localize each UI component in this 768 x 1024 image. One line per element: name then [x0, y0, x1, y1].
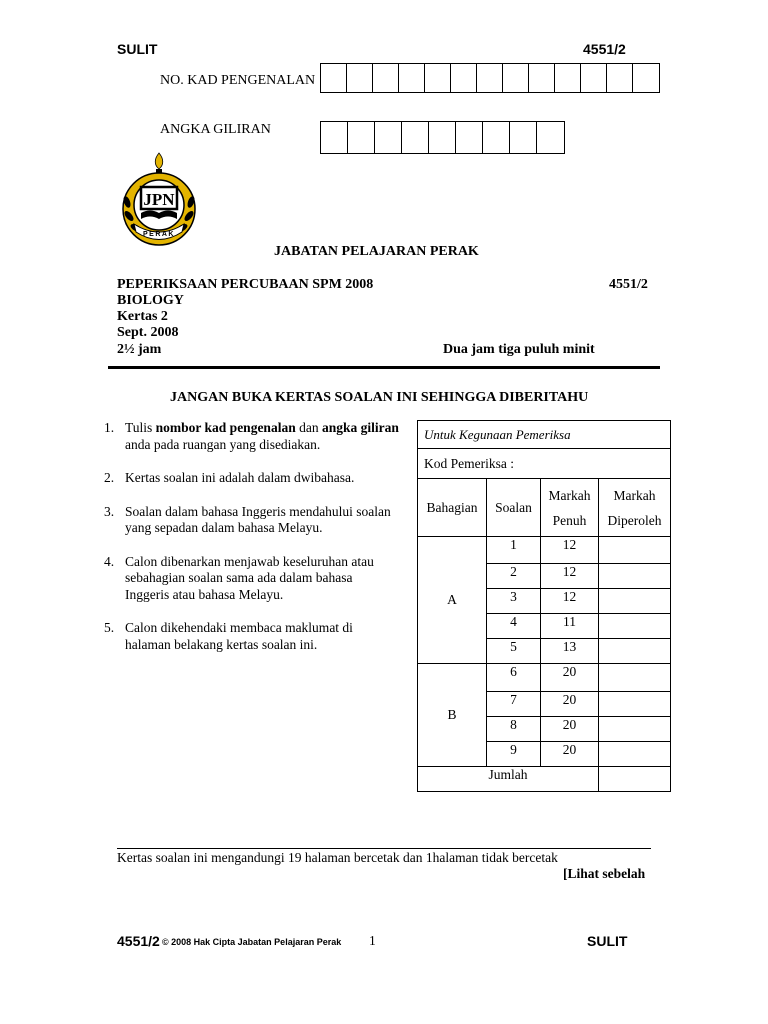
- classification-label: SULIT: [117, 41, 158, 57]
- total-label: Jumlah: [418, 767, 599, 792]
- header-marks-obtained: Markah Diperoleh: [599, 479, 671, 537]
- section-a-label: A: [418, 537, 487, 664]
- copyright-notice: © 2008 Hak Cipta Jabatan Pelajaran Perak: [162, 937, 342, 947]
- exam-title: PEPERIKSAAN PERCUBAAN SPM 2008: [117, 277, 374, 292]
- exam-date: Sept. 2008: [117, 325, 179, 340]
- exam-duration-words: Dua jam tiga puluh minit: [443, 342, 595, 357]
- header-question: Soalan: [487, 479, 541, 537]
- examiner-marks-table: [417, 420, 671, 792]
- full-marks-cell: 12: [541, 537, 599, 564]
- examiner-code-field[interactable]: Kod Pemeriksa :: [418, 449, 671, 479]
- total-marks-cell[interactable]: [599, 767, 671, 792]
- exam-duration: 2½ jam: [117, 342, 162, 357]
- full-marks-cell: 20: [541, 692, 599, 717]
- full-marks-cell: 20: [541, 717, 599, 742]
- exam-code: 4551/2: [609, 277, 648, 292]
- bottom-classification-label: SULIT: [587, 933, 628, 949]
- divider: [108, 366, 660, 369]
- full-marks-cell: 12: [541, 564, 599, 589]
- marks-obtained-cell[interactable]: [599, 692, 671, 717]
- question-number: 5: [487, 639, 541, 664]
- turn-over-note: [Lihat sebelah: [563, 866, 646, 881]
- exam-subject: BIOLOGY: [117, 293, 184, 308]
- turn-number-label: ANGKA GILIRAN: [160, 122, 271, 137]
- page-count-note: Kertas soalan ini mengandungi 19 halaman bercetak dan 1halaman tidak bercetak: [117, 850, 558, 865]
- full-marks-cell: 20: [541, 742, 599, 767]
- full-marks-cell: 20: [541, 664, 599, 692]
- exam-paper: Kertas 2: [117, 309, 168, 324]
- marks-obtained-cell[interactable]: [599, 717, 671, 742]
- page-number: 1: [369, 933, 376, 948]
- logo-emblem-text: JPN: [143, 190, 175, 209]
- full-marks-cell: 11: [541, 614, 599, 639]
- header-section: Bahagian: [418, 479, 487, 537]
- instructions-list: [104, 420, 404, 670]
- instruction-item: 5. Calon dikehendaki membaca maklumat di halaman belakang kertas soalan ini.: [104, 620, 353, 652]
- section-b-label: B: [418, 664, 487, 767]
- question-number: 6: [487, 664, 541, 692]
- marks-obtained-cell[interactable]: [599, 589, 671, 614]
- department-name: JABATAN PELAJARAN PERAK: [274, 244, 479, 259]
- question-number: 1: [487, 537, 541, 564]
- header-full-marks: Markah Penuh: [541, 479, 599, 537]
- marks-obtained-cell[interactable]: [599, 664, 671, 692]
- logo-ring-text: PERAK: [142, 231, 176, 238]
- bottom-paper-code: 4551/2: [117, 933, 160, 949]
- question-number: 3: [487, 589, 541, 614]
- marks-obtained-cell[interactable]: [599, 742, 671, 767]
- turn-number-boxes[interactable]: [320, 121, 565, 154]
- marks-obtained-cell[interactable]: [599, 564, 671, 589]
- warning-notice: JANGAN BUKA KERTAS SOALAN INI SEHINGGA DIBERITAHU: [170, 390, 589, 405]
- jpn-perak-logo: [108, 150, 212, 246]
- marks-obtained-cell[interactable]: [599, 614, 671, 639]
- paper-code: 4551/2: [583, 41, 626, 57]
- instruction-item: 3. Soalan dalam bahasa Inggeris mendahului soalan yang sepadan dalam bahasa Melayu.: [104, 503, 391, 535]
- marks-obtained-cell[interactable]: [599, 537, 671, 564]
- question-number: 9: [487, 742, 541, 767]
- full-marks-cell: 12: [541, 589, 599, 614]
- question-number: 2: [487, 564, 541, 589]
- instruction-item: 2. Kertas soalan ini adalah dalam dwibahasa.: [104, 470, 355, 485]
- marks-obtained-cell[interactable]: [599, 639, 671, 664]
- examiner-use-title: Untuk Kegunaan Pemeriksa: [418, 421, 671, 449]
- footer-rule: [117, 848, 651, 849]
- instruction-item: 4. Calon dibenarkan menjawab keseluruhan atau sebahagian soalan sama ada dalam bahasa Inggeris atau bahasa Melayu.: [104, 553, 374, 602]
- ic-number-label: NO. KAD PENGENALAN: [160, 73, 316, 88]
- instruction-item: 1. Tulis nombor kad pengenalan dan angka giliran anda pada ruangan yang disediakan.: [104, 420, 399, 452]
- question-number: 7: [487, 692, 541, 717]
- ic-number-boxes[interactable]: [320, 63, 660, 93]
- question-number: 4: [487, 614, 541, 639]
- full-marks-cell: 13: [541, 639, 599, 664]
- question-number: 8: [487, 717, 541, 742]
